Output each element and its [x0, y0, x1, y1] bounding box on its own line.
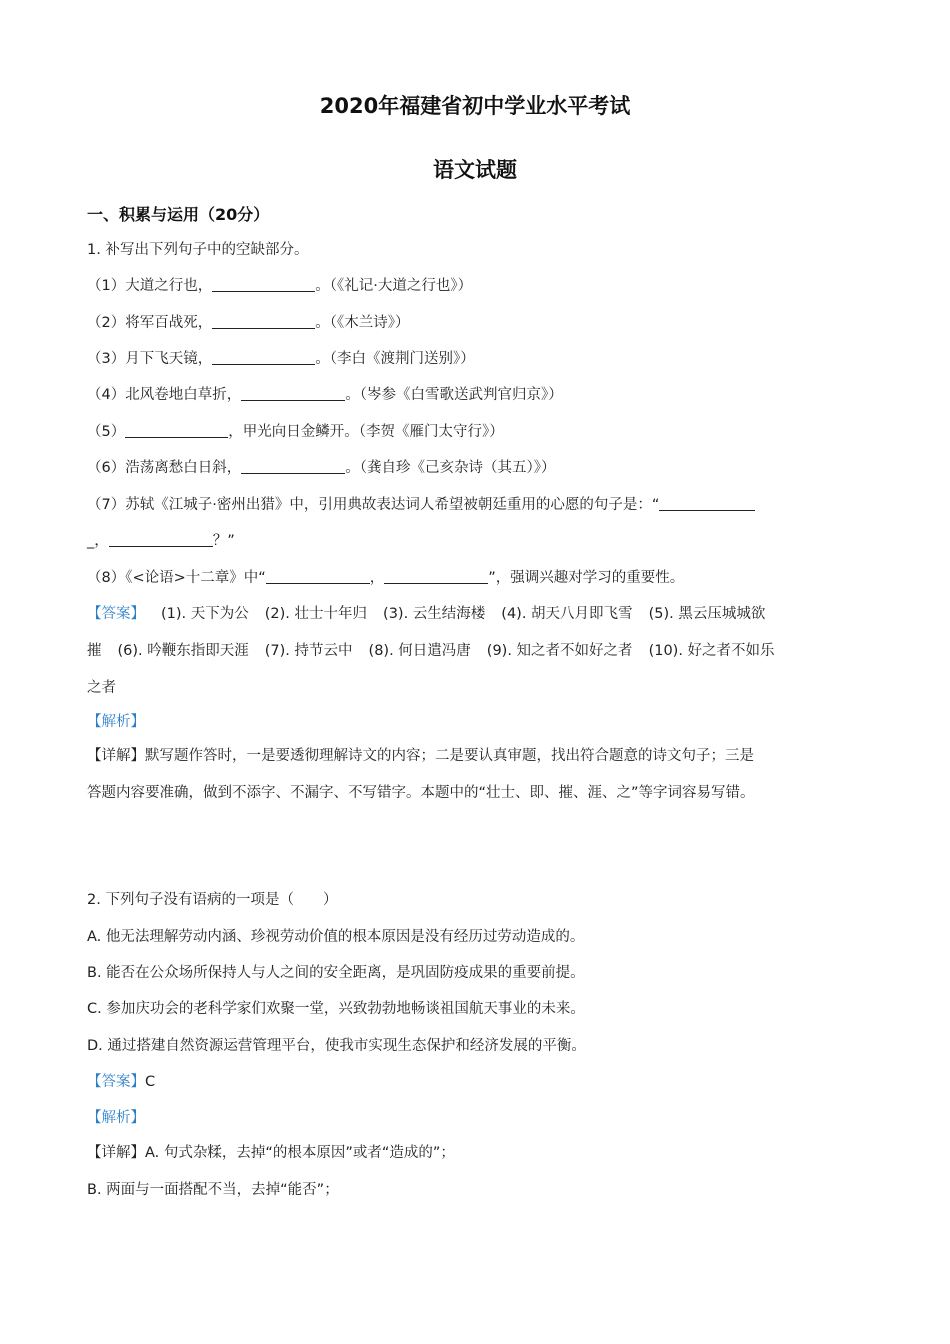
answer-item: 摧: [87, 643, 102, 659]
question-1-stem: 1. 补写出下列句子中的空缺部分。: [87, 242, 309, 258]
item-source: ，甲光向日金鳞开。（李贺《雁门太守行》）: [228, 424, 504, 440]
item-source: 。（李白《渡荆门送别》）: [315, 351, 475, 367]
answer-blank[interactable]: [241, 459, 345, 474]
answer-value: C: [145, 1074, 156, 1090]
detail-text: A. 句式杂糅，去掉“的根本原因”或者“造成的”；: [145, 1145, 455, 1161]
answer-item: (2). 壮士十年归: [264, 606, 368, 622]
question-1-item-2: [87, 313, 877, 333]
detail-text: 默写题作答时，一是要透彻理解诗文的内容；二是要认真审题，找出符合题意的诗文句子；三是: [145, 748, 754, 764]
answer-item: (6). 吟鞭东指即天涯: [117, 643, 249, 659]
question-1-analysis-tag: 【解析】: [87, 714, 145, 730]
item-text: （6）浩荡离愁白日斜，: [87, 460, 242, 476]
question-1-item-7-continued: [87, 531, 877, 551]
item-source: 。（《礼记·大道之行也》）: [315, 278, 473, 294]
answer-tag: 【答案】: [87, 1074, 145, 1090]
item-text: （1）大道之行也，: [87, 278, 213, 294]
answer-blank[interactable]: [109, 532, 213, 547]
question-2-option-b: B. 能否在公众场所保持人与人之间的安全距离，是巩固防疫成果的重要前提。: [87, 965, 585, 981]
answer-item: (7). 持节云中: [264, 643, 353, 659]
answer-blank[interactable]: [266, 569, 370, 584]
question-1-item-1: [87, 276, 877, 296]
detail-tag: 【详解】: [87, 748, 145, 764]
answer-tag: 【答案】: [87, 606, 145, 622]
question-1-item-5: [87, 422, 877, 442]
section-heading: 一、积累与运用（20分）: [87, 205, 270, 224]
question-1-answer-line-2: [87, 641, 877, 661]
item-text: ？”: [212, 533, 235, 549]
question-2-analysis-tag: 【解析】: [87, 1110, 145, 1126]
answer-blank[interactable]: [384, 569, 488, 584]
detail-tag: 【详解】: [87, 1145, 145, 1161]
item-source: 。（岑参《白雪歌送武判官归京》）: [345, 387, 563, 403]
question-1-item-3: [87, 349, 877, 369]
question-1-item-6: [87, 458, 877, 478]
answer-item: (8). 何日遣冯唐: [368, 643, 471, 659]
answer-item: (1). 天下为公: [161, 606, 249, 622]
item-text: （8）《<论语>十二章》中“: [87, 570, 266, 586]
question-2-detail-a: [87, 1143, 877, 1163]
question-2-answer: [87, 1072, 877, 1092]
item-text: ”，强调兴趣对学习的重要性。: [488, 570, 685, 586]
answer-item: (9). 知之者不如好之者: [486, 643, 633, 659]
answer-item: (10). 好之者不如乐: [648, 643, 775, 659]
answer-blank[interactable]: [659, 496, 755, 511]
question-2-option-c: C. 参加庆功会的老科学家们欢聚一堂，兴致勃勃地畅谈祖国航天事业的未来。: [87, 1001, 585, 1017]
answer-blank[interactable]: [212, 277, 315, 292]
answer-item: (4). 胡天八月即飞雪: [501, 606, 633, 622]
question-1-detail-line-2: 答题内容要准确，做到不添字、不漏字、不写错字。本题中的“壮士、即、摧、涯、之”等字词容易写错。: [87, 785, 755, 801]
question-2-stem: 2. 下列句子没有语病的一项是（ ）: [87, 892, 338, 908]
item-text: （2）将军百战死，: [87, 315, 213, 331]
answer-blank[interactable]: [212, 314, 315, 329]
exam-subtitle: 语文试题: [433, 158, 517, 182]
question-1-answer-line-3: [87, 678, 877, 698]
item-text: ，: [369, 570, 385, 586]
item-source: 。（龚自珍《己亥杂诗（其五）》）: [345, 460, 556, 476]
question-1-item-4: [87, 385, 877, 405]
answer-item: (3). 云生结海楼: [383, 606, 486, 622]
answer-item: (5). 黑云压城城欲: [648, 606, 766, 622]
question-2-option-d: D. 通过搭建自然资源运营管理平台，使我市实现生态保护和经济发展的平衡。: [87, 1038, 586, 1054]
item-text: （4）北风卷地白草折，: [87, 387, 242, 403]
answer-item: 之者: [87, 680, 116, 696]
answer-blank[interactable]: [125, 423, 228, 438]
question-1-detail-line-1: [87, 746, 877, 766]
question-2-detail-b: B. 两面与一面搭配不当，去掉“能否”；: [87, 1182, 339, 1198]
question-1-answer-line-1: [87, 604, 877, 624]
item-text: _，: [87, 533, 109, 549]
answer-blank[interactable]: [241, 386, 345, 401]
question-2-option-a: A. 他无法理解劳动内涵、珍视劳动价值的根本原因是没有经历过劳动造成的。: [87, 929, 585, 945]
answer-blank[interactable]: [212, 350, 315, 365]
item-text: （7）苏轼《江城子·密州出猎》中，引用典故表达词人希望被朝廷重用的心愿的句子是：“: [87, 497, 660, 513]
question-1-item-7: [87, 495, 877, 515]
exam-title: 2020年福建省初中学业水平考试: [319, 94, 631, 118]
question-1-item-8: [87, 568, 877, 588]
item-text: （3）月下飞天镜，: [87, 351, 213, 367]
item-source: 。（《木兰诗》）: [315, 315, 410, 331]
item-text: （5）: [87, 424, 126, 440]
